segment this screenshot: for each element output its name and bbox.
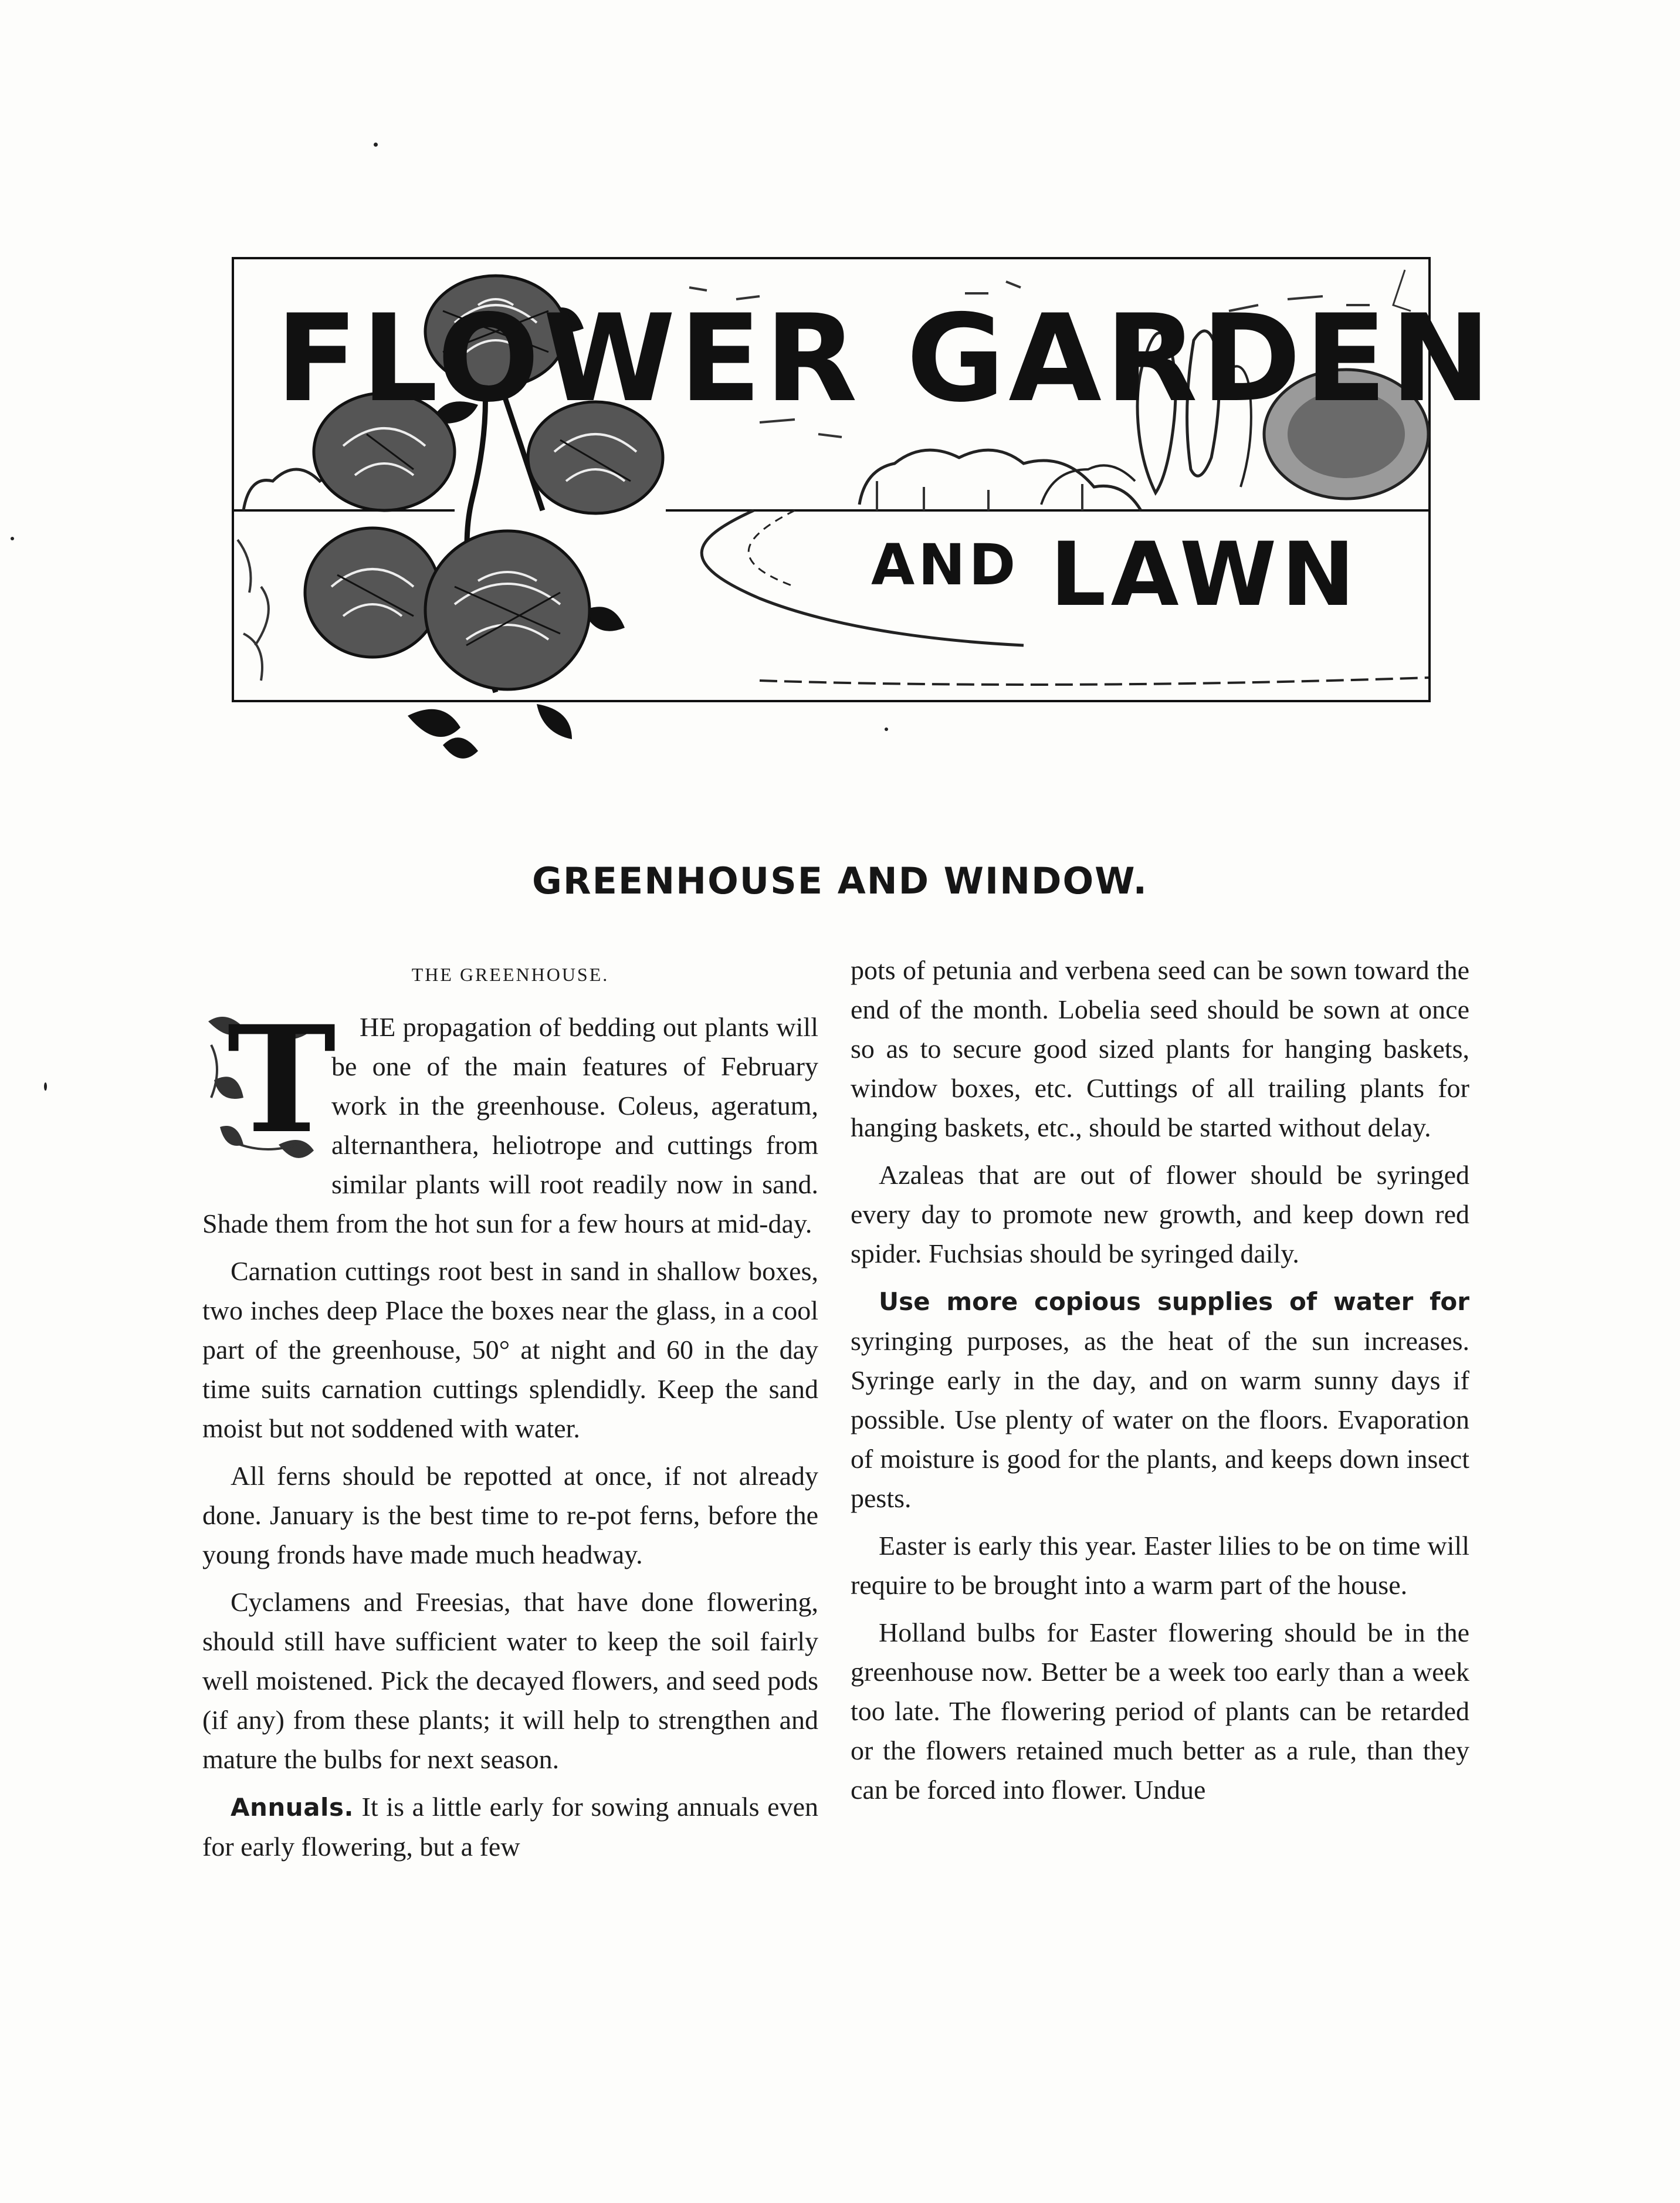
paragraph-azaleas: Azaleas that are out of flower should be syringed every day to promote new growth, and keep down red spider. Fuchsias should be syringed daily. bbox=[851, 1160, 1469, 1268]
water-rest: syringing purposes, as the heat of the sun increases. Syringe early in the day, and on warm sunny days if possible. Use plenty of water on the floors. Evaporation of moisture is good for the plants, and keeps down insect pests. bbox=[851, 1326, 1469, 1513]
header-banner bbox=[232, 235, 1495, 780]
speck bbox=[44, 1082, 47, 1091]
drop-cap bbox=[202, 993, 337, 1168]
drop-cap-paragraph bbox=[202, 993, 818, 1243]
right-column bbox=[851, 950, 1469, 1818]
speck bbox=[374, 143, 378, 147]
paragraph-water bbox=[851, 1281, 1469, 1518]
banner-title-lawn: LAWN bbox=[1050, 524, 1360, 626]
paragraph-holland-bulbs: Holland bulbs for Easter flowering should be in the greenhouse now. Better be a week too early than a week too late. The flowering period of plants can be retarded or the flowers retained much better as a rule, than they can be forced into flower. Undue bbox=[851, 1617, 1469, 1805]
section-title: GREENHOUSE AND WINDOW. bbox=[531, 859, 1149, 902]
subheading-greenhouse: THE GREENHOUSE. bbox=[411, 964, 609, 985]
annuals-runin: Annuals. bbox=[231, 1793, 354, 1822]
paragraph-cyclamens: Cyclamens and Freesias, that have done flowering, should still have sufficient water to keep the soil fairly well moistened. Pick the decayed flowers, and seed pods (if any) from these plants; it will help to strengthen and mature the bulbs for next season. bbox=[202, 1587, 818, 1774]
banner-title-and: AND bbox=[871, 532, 1019, 598]
paragraph-ferns: All ferns should be repotted at once, if not already done. January is the best time to re-pot ferns, before the young fronds have made much headway. bbox=[202, 1461, 818, 1569]
paragraph-easter: Easter is early this year. Easter lilies to be on time will require to be brought into a warm part of the house. bbox=[851, 1531, 1469, 1600]
left-column bbox=[202, 950, 818, 1874]
paragraph-propagation: HE propagation of bedding out plants will be one of the main features of February work in the greenhouse. Coleus, ageratum, alternanthera, heliotrope and cuttings from similar plants will root readily now in sand. Shade them from the hot sun for a few hours at mid-day. bbox=[202, 1012, 818, 1238]
paragraph-petunia: pots of petunia and verbena seed can be sown toward the end of the month. Lobelia seed should be sown at once so as to secure good sized plants for hanging baskets, window boxes, etc. Cuttings of all trailing plants for hanging baskets, etc., should be started without delay. bbox=[851, 955, 1469, 1142]
water-lead: Use more copious supplies of water for bbox=[879, 1287, 1469, 1316]
banner-title-flower-garden: FLOWER GARDEN bbox=[276, 289, 1495, 429]
annuals-text: It is a little early for sowing annuals even for early flowering, but a few bbox=[202, 1792, 818, 1862]
paragraph-annuals bbox=[202, 1787, 818, 1866]
drop-cap-letter: T bbox=[227, 993, 337, 1166]
speck bbox=[11, 537, 14, 540]
paragraph-carnation: Carnation cuttings root best in sand in shallow boxes, two inches deep Place the boxes near the glass, in a cool part of the greenhouse, 50° at night and 60 in the day time suits carnation cuttings splendidly. Keep the sand moist but not soddened with water. bbox=[202, 1256, 818, 1443]
